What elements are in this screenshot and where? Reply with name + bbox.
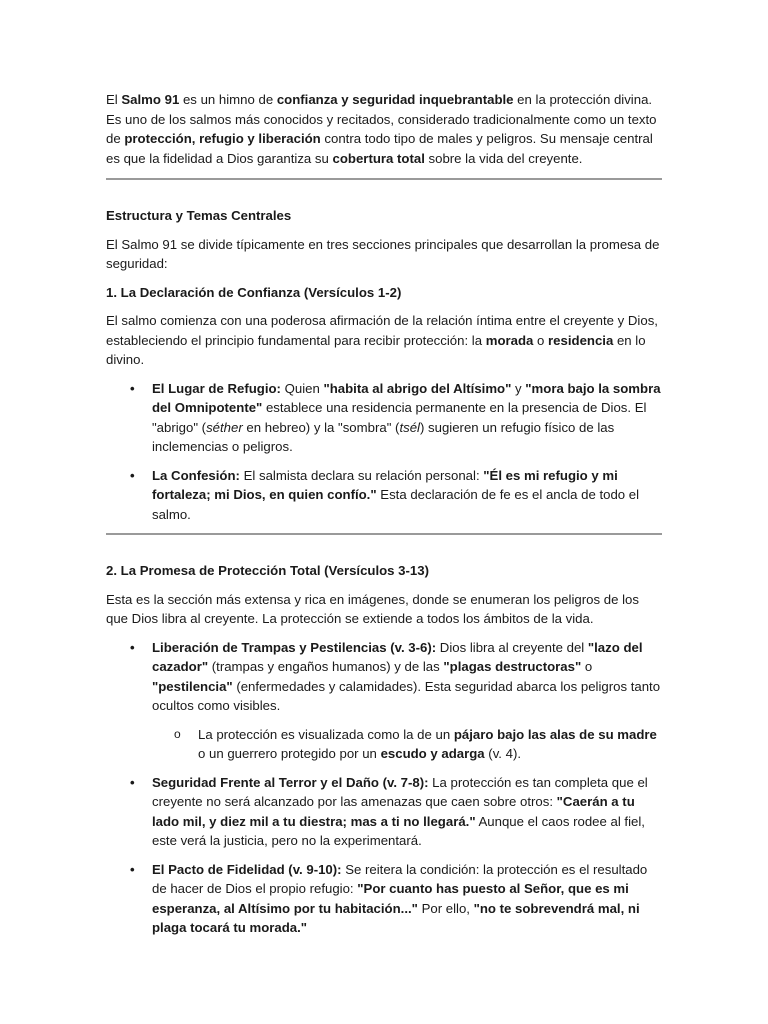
section2-bullet-list [106,638,662,938]
bullet-marker: • [130,380,135,396]
sub-bullet-marker: o [174,726,181,741]
bullet-marker: • [130,639,135,655]
section1-bullet-list [106,379,662,525]
section2-paragraph: Esta es la sección más extensa y rica en imágenes, donde se enumeran los peligros de los que Dios libra al creyente. La protección se extiende a todos los ámbitos de la vida. [106,591,639,626]
list-item: • Liberación de Trampas y Pestilencias (v. 3-6): Dios libra al creyente del "lazo del cazador" (trampas y engaños humanos) y de las "plagas destructoras" o "pestilencia" (enfermedades y calamidades). Esta seguridad abarca los peligros tanto ocultos como visibles. o La protección es visualizada como la de un pájaro bajo las alas de su madre o un guerrero protegido por un escudo y adarga (v. 4). [106,638,662,764]
intro-paragraph: El Salmo 91 es un himno de confianza y seguridad inquebrantable en la protección divina. Es uno de los salmos más conocidos y recitados, considerado tradicionalmente como un texto de protección, refugio y liberación contra todo tipo de males y peligros. Su mensaje central es que la fidelidad a Dios garantiza su cobertura total sobre la vida del creyente. [106,92,657,166]
document-body [106,90,662,947]
list-item: • El Lugar de Refugio: Quien "habita al abrigo del Altísimo" y "mora bajo la sombra del Omnipotente" establece una residencia permanente en la presencia de Dios. El "abrigo" (séther en hebreo) y la "sombra" (tsél) sugieren un refugio físico de las inclemencias o peligros. [130,380,661,454]
horizontal-divider [106,533,662,535]
list-item: • La Confesión: El salmista declara su relación personal: "Él es mi refugio y mi fortaleza; mi Dios, en quien confío." Esta declaración de fe es el ancla de todo el salmo. [130,467,640,522]
list-item: • Seguridad Frente al Terror y el Daño (v. 7-8): La protección es tan completa que el creyente no será alcanzado por las amenazas que caen sobre otros: "Caerán a tu lado mil, y diez mil a tu diestra; mas a ti no llegará." Aunque el caos rodee al fiel, este verá la justicia, pero no la experimentará. [130,774,648,848]
bullet-marker: • [130,467,135,483]
bullet-marker: • [130,861,135,877]
structure-paragraph: El Salmo 91 se divide típicamente en tres secciones principales que desarrollan la promesa de seguridad: [106,236,660,271]
structure-heading: Estructura y Temas Centrales [106,208,292,223]
section2-heading: 2. La Promesa de Protección Total (Versículos 3-13) [106,563,429,578]
list-item: • El Pacto de Fidelidad (v. 9-10): Se reitera la condición: la protección es el resultado de hacer de Dios el propio refugio: "Por cuanto has puesto al Señor, que es mi esperanza, al Altísimo por tu habitación..." Por ello, "no te sobrevendrá mal, ni plaga tocará tu morada." [130,861,648,935]
section1-paragraph: El salmo comienza con una poderosa afirmación de la relación íntima entre el creyente y Dios, estableciendo el principio fundamental para recibir protección: la morada o residencia en lo divino. [106,313,658,367]
sub-list-item: o La protección es visualizada como la de un pájaro bajo las alas de su madre o un guerrero protegido por un escudo y adarga (v. 4). [174,726,657,761]
sub-bullet-list [152,725,662,764]
horizontal-divider [106,178,662,180]
bullet-marker: • [130,774,135,790]
section1-heading: 1. La Declaración de Confianza (Versículos 1-2) [106,284,402,300]
